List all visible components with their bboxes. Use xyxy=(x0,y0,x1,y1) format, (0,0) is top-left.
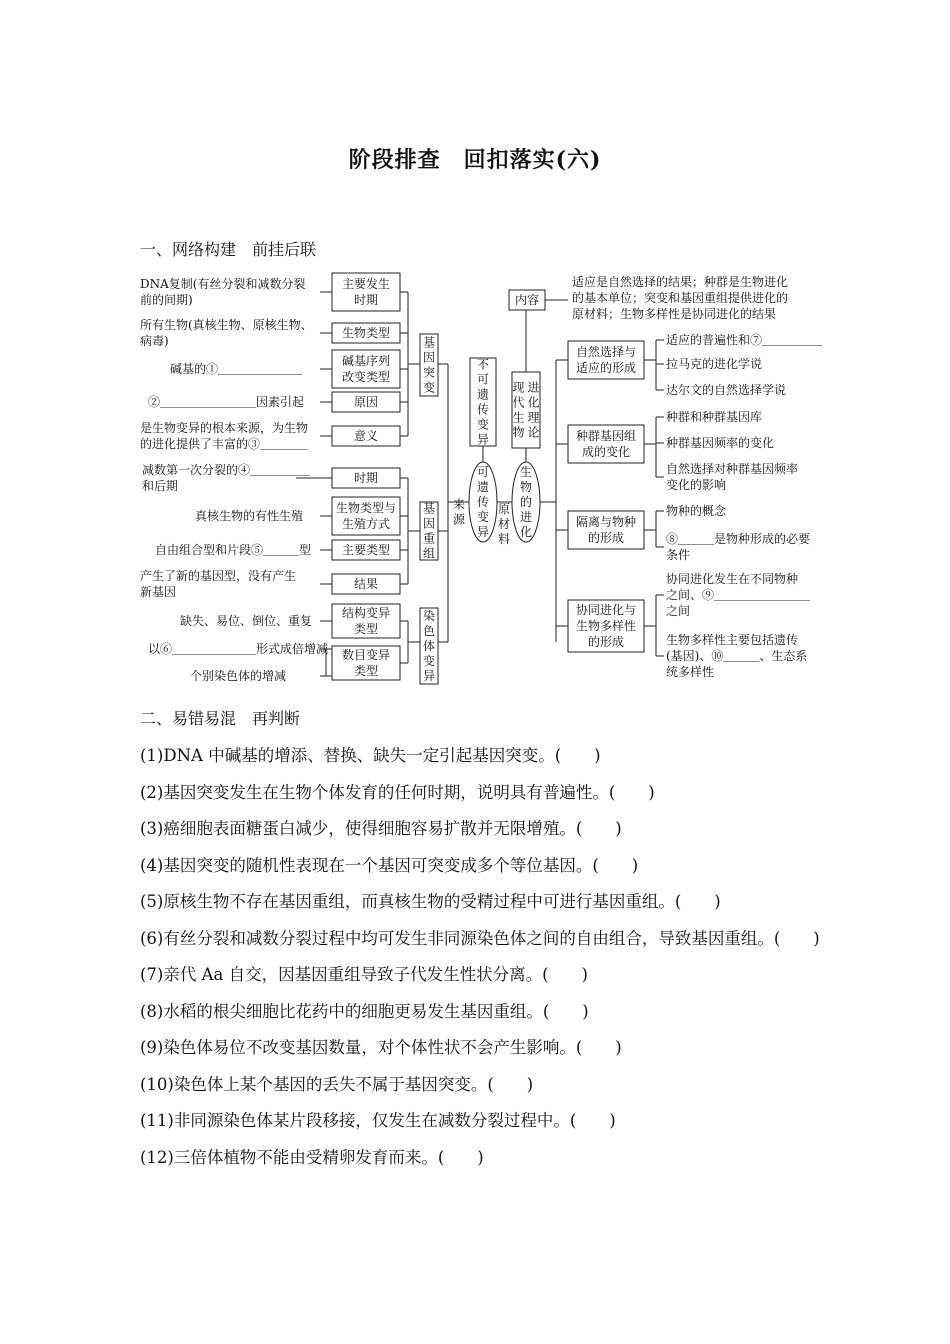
group-label: 因 xyxy=(422,516,436,531)
question-item: (4)基因突变的随机性表现在一个基因可突变成多个等位基因。( ) xyxy=(140,855,639,875)
modern-theory-label: 生 xyxy=(512,410,525,425)
mid-box-label: 数目变异类型 xyxy=(341,648,391,678)
left-note: 个别染色体的增减 xyxy=(190,669,287,683)
heritable-label: 可 xyxy=(476,465,490,479)
group-label: 基 xyxy=(422,501,436,516)
right-box-label: 隔离与物种的形成 xyxy=(575,515,637,545)
mid-box-label: 主要发生时期 xyxy=(341,277,391,307)
right-item: 协同进化发生在不同物种之间、⑨＿＿＿＿＿＿＿＿之间 xyxy=(666,572,811,618)
right-item: 物种的概念 xyxy=(666,504,727,518)
modern-theory-label: 化 xyxy=(527,395,540,410)
not-heritable-label: 不 xyxy=(476,357,490,372)
left-note: 缺失、易位、倒位、重复 xyxy=(180,614,313,628)
raw-material-label: 原 xyxy=(497,502,511,516)
mid-box-label: 意义 xyxy=(353,429,379,443)
modern-theory-label: 现 xyxy=(512,380,525,395)
content-box-label: 内容 xyxy=(514,293,540,307)
question-item: (5)原核生物不存在基因重组，而真核生物的受精过程中可进行基因重组。( ) xyxy=(140,892,721,911)
left-note: 减数第一次分裂的④＿＿＿＿＿和后期 xyxy=(142,463,311,493)
right-box-label: 种群基因组成的变化 xyxy=(575,429,637,459)
not-heritable-label: 异 xyxy=(476,432,490,447)
group-label: 异 xyxy=(422,669,436,683)
left-note: 是生物变异的根本来源，为生物的进化提供了丰富的③＿＿＿＿ xyxy=(140,421,309,451)
modern-theory-label: 物 xyxy=(512,425,525,440)
modern-theory-label: 论 xyxy=(527,425,540,440)
modern-theory-label: 进 xyxy=(527,380,540,395)
mid-box-label: 原因 xyxy=(353,395,379,409)
question-item: (10)染色体上某个基因的丢失不属于基因突变。( ) xyxy=(140,1074,534,1094)
group-label: 组 xyxy=(422,546,436,561)
question-item: (9)染色体易位不改变基因数量，对个体性状不会产生影响。( ) xyxy=(140,1038,622,1057)
group-label: 因 xyxy=(422,350,436,365)
right-box-label: 自然选择与适应的形成 xyxy=(575,345,637,375)
group-label: 基 xyxy=(422,335,436,350)
not-heritable-label: 遗 xyxy=(476,387,490,402)
left-note: 碱基的①＿＿＿＿＿＿＿ xyxy=(170,362,303,376)
mid-box-label: 生物类型与生殖方式 xyxy=(335,501,397,531)
left-note: 产生了新的基因型，没有产生新基因 xyxy=(140,569,297,599)
not-heritable-label: 传 xyxy=(476,402,490,417)
right-box-label: 协同进化与生物多样性的形成 xyxy=(575,603,637,649)
group-label: 染 xyxy=(422,609,436,623)
left-note: 以⑥＿＿＿＿＿＿＿形式成倍增减 xyxy=(148,642,329,656)
heritable-label: 传 xyxy=(476,495,490,509)
question-item: (11)非同源染色体某片段移接，仅发生在减数分裂过程中。( ) xyxy=(140,1111,616,1130)
question-item: (8)水稻的根尖细胞比花药中的细胞更易发生基因重组。( ) xyxy=(140,1001,589,1021)
section-heading-judgement: 二、易错易混 再判断 xyxy=(140,709,301,728)
group-label: 突 xyxy=(422,365,436,380)
mid-box-label: 碱基序列改变类型 xyxy=(341,354,391,384)
group-label: 变 xyxy=(422,654,436,668)
modern-theory-label: 理 xyxy=(527,410,540,425)
mid-box-label: 结果 xyxy=(353,577,379,591)
heritable-label: 遗 xyxy=(476,480,490,494)
right-item: 达尔文的自然选择学说 xyxy=(666,383,787,397)
group-label: 体 xyxy=(422,639,436,653)
right-item: 适应的普遍性和⑦＿＿＿＿＿ xyxy=(666,333,823,347)
question-item: (1)DNA 中碱基的增添、替换、缺失一定引起基因突变。( ) xyxy=(140,746,601,765)
group-label: 重 xyxy=(422,531,436,546)
heritable-label: 异 xyxy=(476,525,490,539)
mid-box-label: 主要类型 xyxy=(341,543,391,557)
evolution-label: 化 xyxy=(519,525,533,539)
raw-material-label: 料 xyxy=(497,532,511,546)
left-note: 自由组合型和片段⑤＿＿＿型 xyxy=(155,543,312,557)
heritable-label: 变 xyxy=(476,510,490,524)
evolution-label: 物 xyxy=(519,480,533,494)
question-item: (7)亲代 Aa 自交，因基因重组导致子代发生性状分离。( ) xyxy=(140,965,588,984)
right-item: 生物多样性主要包括遗传(基因)、⑩＿＿＿、生态系统多样性 xyxy=(666,633,808,679)
right-item: 拉马克的进化学说 xyxy=(666,357,763,371)
mid-box-label: 时期 xyxy=(353,471,379,485)
evolution-label: 生 xyxy=(519,465,533,479)
left-note: ②＿＿＿＿＿＿＿＿因素引起 xyxy=(148,395,305,409)
page-title: 阶段排查 回扣落实(六) xyxy=(348,147,602,173)
question-list xyxy=(140,738,820,1176)
left-note: 真核生物的有性生殖 xyxy=(195,509,304,523)
right-item: 种群和种群基因库 xyxy=(666,410,763,424)
modern-theory-label: 代 xyxy=(512,395,525,410)
content-text: 适应是自然选择的结果；种群是生物进化的基本单位；突变和基因重组提供进化的原材料；生物多样性是协同进化的结果 xyxy=(572,275,789,321)
source-label: 源 xyxy=(452,512,466,527)
question-item: (12)三倍体植物不能由受精卵发育而来。( ) xyxy=(140,1147,484,1167)
left-note: 所有生物(真核生物、原核生物、病毒) xyxy=(140,318,313,348)
section-heading-network: 一、网络构建 前挂后联 xyxy=(140,240,317,259)
evolution-label: 的 xyxy=(519,495,533,509)
left-note: DNA复制(有丝分裂和减数分裂前的间期) xyxy=(140,277,306,307)
question-item: (2)基因突变发生在生物个体发育的任何时期，说明具有普遍性。( ) xyxy=(140,782,655,802)
source-label: 来 xyxy=(452,497,466,512)
not-heritable-label: 可 xyxy=(476,372,490,387)
question-item: (3)癌细胞表面糖蛋白减少，使得细胞容易扩散并无限增殖。( ) xyxy=(140,819,622,838)
raw-material-label: 材 xyxy=(497,517,511,531)
right-item: 自然选择对种群基因频率变化的影响 xyxy=(666,462,799,492)
right-item: ⑧＿＿＿是物种形成的必要条件 xyxy=(666,532,811,562)
mid-box-label: 生物类型 xyxy=(341,326,391,340)
group-label: 变 xyxy=(422,380,436,395)
question-item: (6)有丝分裂和减数分裂过程中均可发生非同源染色体之间的自由组合，导致基因重组。( ) xyxy=(140,928,820,948)
concept-map-diagram xyxy=(0,262,950,692)
right-item: 种群基因频率的变化 xyxy=(666,436,775,450)
evolution-label: 进 xyxy=(519,510,533,524)
not-heritable-label: 变 xyxy=(476,417,490,432)
group-label: 色 xyxy=(422,624,436,638)
mid-box-label: 结构变异类型 xyxy=(341,606,391,636)
